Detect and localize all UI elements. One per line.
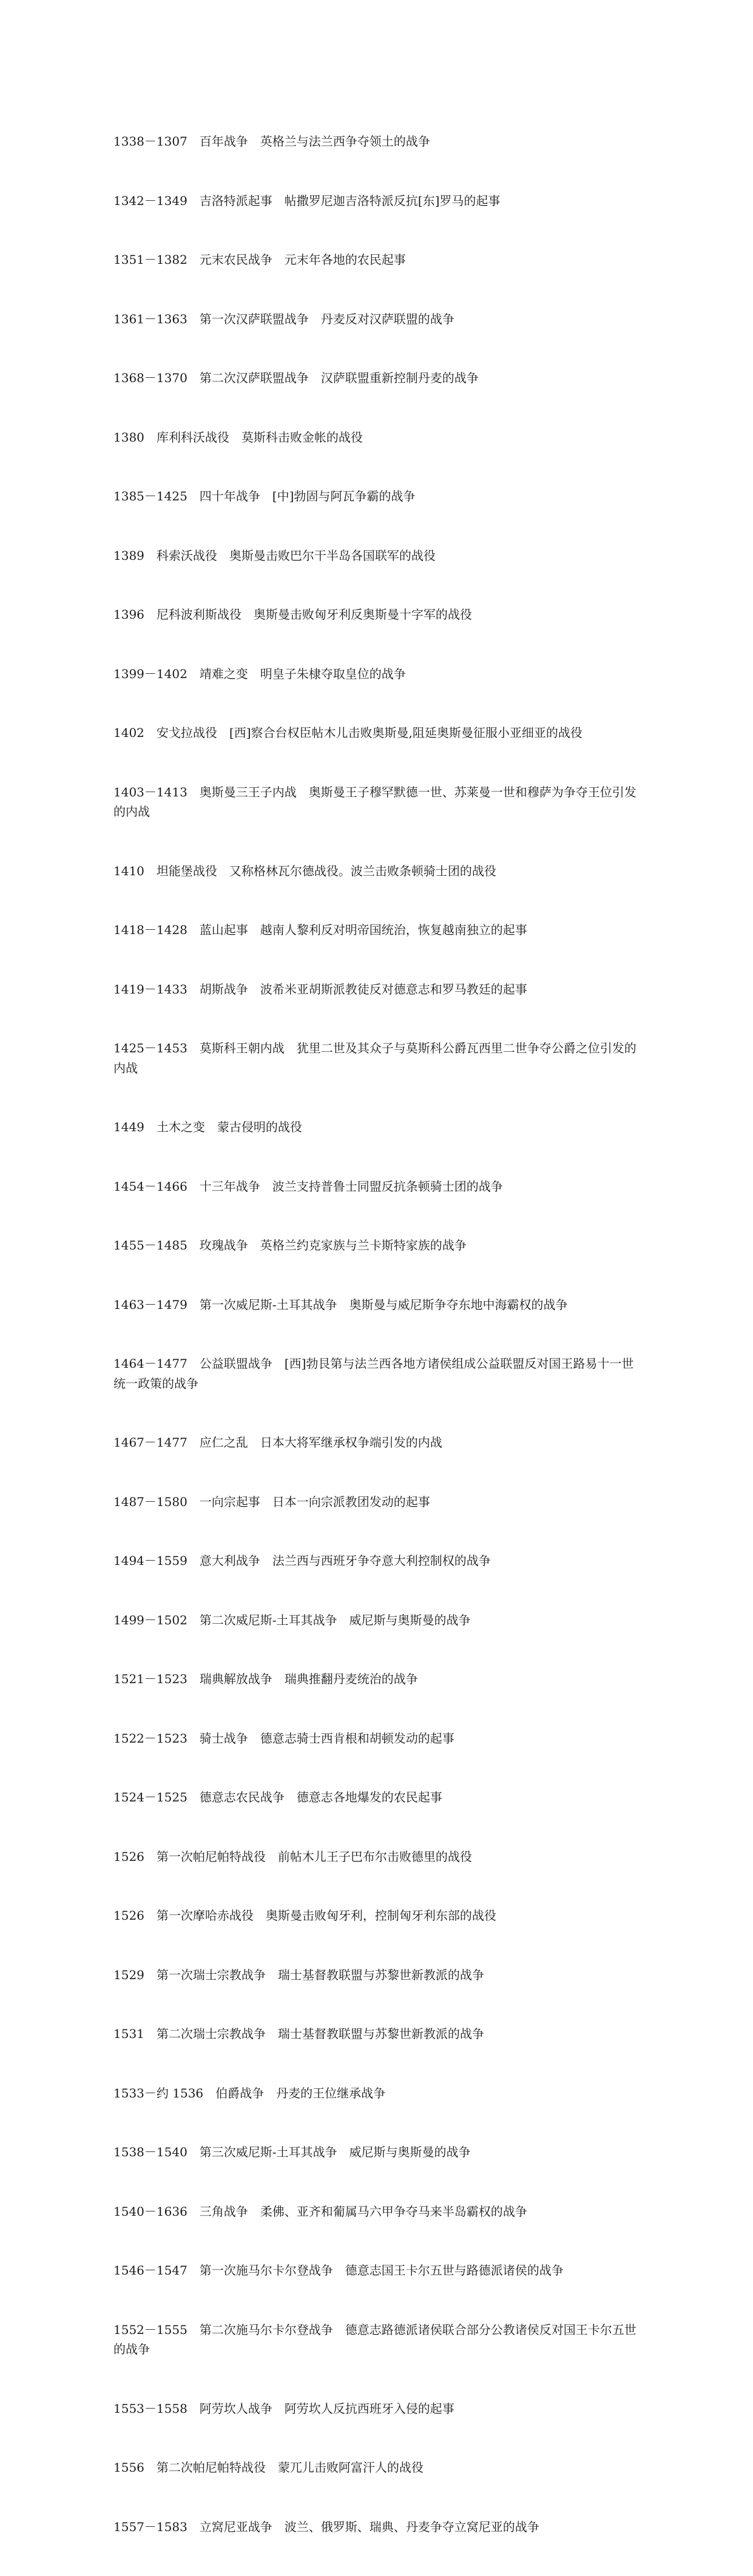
- entry-line: 1403－1413 奥斯曼三王子内战 奥斯曼王子穆罕默德一世、苏莱曼一世和穆萨为争夺王位引发的内战: [113, 784, 637, 819]
- entry-line: 1546－1547 第一次施马尔卡尔登战争 德意志国王卡尔五世与路德派诸侯的战争: [113, 2263, 564, 2278]
- entry-line: 1361－1363 第一次汉萨联盟战争 丹麦反对汉萨联盟的战争: [113, 311, 454, 326]
- entry-line: 1533－约 1536 伯爵战争 丹麦的王位继承战争: [113, 2085, 386, 2100]
- entry-line: 1552－1555 第二次施马尔卡尔登战争 德意志路德派诸侯联合部分公教诸侯反对国王卡尔五世的战争: [113, 2322, 637, 2356]
- entry-line: 1464－1477 公益联盟战争 [西]勃艮第与法兰西各地方诸侯组成公益联盟反对国王路易十一世统一政策的战争: [113, 1356, 634, 1391]
- entry-line: 1418－1428 蓝山起事 越南人黎利反对明帝国统治，恢复越南独立的起事: [113, 923, 527, 937]
- entry-line: 1399－1402 靖难之变 明皇子朱棣夺取皇位的战争: [113, 666, 406, 681]
- war-chronology-list: [113, 92, 641, 2576]
- entry-line: 1526 第一次帕尼帕特战役 前帖木儿王子巴布尔击败德里的战役: [113, 1849, 472, 1864]
- entry-line: 1538－1540 第三次威尼斯-土耳其战争 威尼斯与奥斯曼的战争: [113, 2145, 471, 2159]
- entry-line: 1410 坦能堡战役 又称格林瓦尔德战役。波兰击败条顿骑士团的战役: [113, 863, 496, 878]
- entry-line: 1540－1636 三角战争 柔佛、亚齐和葡属马六甲争夺马来半岛霸权的战争: [113, 2204, 527, 2219]
- entry-line: 1368－1370 第二次汉萨联盟战争 汉萨联盟重新控制丹麦的战争: [113, 371, 479, 385]
- entry-line: 1454－1466 十三年战争 波兰支持普鲁士同盟反抗条顿骑士团的战争: [113, 1179, 503, 1194]
- entry-line: 1380 库利科沃战役 莫斯科击败金帐的战役: [113, 429, 363, 445]
- entry-line: 1531 第二次瑞士宗教战争 瑞士基督教联盟与苏黎世新教派的战争: [113, 2026, 484, 2041]
- entry-line: 1521－1523 瑞典解放战争 瑞典推翻丹麦统治的战争: [113, 1672, 418, 1686]
- entry-line: 1499－1502 第二次威尼斯-土耳其战争 威尼斯与奥斯曼的战争: [113, 1612, 471, 1627]
- entry-line: 1463－1479 第一次威尼斯-土耳其战争 奥斯曼与威尼斯争夺东地中海霸权的战争: [113, 1297, 568, 1312]
- entry-line: 1342－1349 吉洛特派起事 帖撒罗尼迦吉洛特派反抗[东]罗马的起事: [113, 193, 501, 208]
- entry-line: 1425－1453 莫斯科王朝内战 犹里二世及其众子与莫斯科公爵瓦西里二世争夺公爵之位引发的内战: [113, 1041, 637, 1075]
- entry-line: 1402 安戈拉战役 [西]察合台权臣帖木儿击败奥斯曼,阻延奥斯曼征服小亚细亚的战役: [113, 725, 582, 740]
- entry-line: 1385－1425 四十年战争 [中]勃固与阿瓦争霸的战争: [113, 489, 416, 503]
- entry-line: 1467－1477 应仁之乱 日本大将军继承权争端引发的内战: [113, 1435, 442, 1450]
- entry-line: 1556 第二次帕尼帕特战役 蒙兀儿击败阿富汗人的战役: [113, 2460, 424, 2475]
- entry-line: 1396 尼科波利斯战役 奥斯曼击败匈牙利反奥斯曼十字军的战役: [113, 607, 472, 622]
- entry-line: 1524－1525 德意志农民战争 德意志各地爆发的农民起事: [113, 1790, 442, 1804]
- entry-line: 1529 第一次瑞士宗教战争 瑞士基督教联盟与苏黎世新教派的战争: [113, 1967, 484, 1982]
- entry-line: 1487－1580 一向宗起事 日本一向宗派教团发动的起事: [113, 1494, 430, 1509]
- entry-line: 1553－1558 阿劳坎人战争 阿劳坎人反抗西班牙入侵的起事: [113, 2401, 454, 2416]
- entry-line: 1351－1382 元末农民战争 元末年各地的农民起事: [113, 252, 406, 267]
- entry-line: 1526 第一次摩哈赤战役 奥斯曼击败匈牙利，控制匈牙利东部的战役: [113, 1908, 496, 1923]
- entry-line: 1494－1559 意大利战争 法兰西与西班牙争夺意大利控制权的战争: [113, 1553, 491, 1568]
- entry-line: 1557－1583 立窝尼亚战争 波兰、俄罗斯、瑞典、丹麦争夺立窝尼亚的战争: [113, 2519, 539, 2534]
- entry-line: 1338－1307 百年战争 英格兰与法兰西争夺领土的战争: [113, 134, 430, 149]
- entry-line: 1455－1485 玫瑰战争 英格兰约克家族与兰卡斯特家族的战争: [113, 1238, 467, 1253]
- entry-line: 1522－1523 骑士战争 德意志骑士西肯根和胡顿发动的起事: [113, 1730, 454, 1746]
- entry-line: 1419－1433 胡斯战争 波希米亚胡斯派教徒反对德意志和罗马教廷的起事: [113, 981, 527, 997]
- entry-line: 1449 土木之变 蒙古侵明的战役: [113, 1120, 302, 1134]
- entry-line: 1389 科索沃战役 奥斯曼击败巴尔干半岛各国联军的战役: [113, 548, 436, 563]
